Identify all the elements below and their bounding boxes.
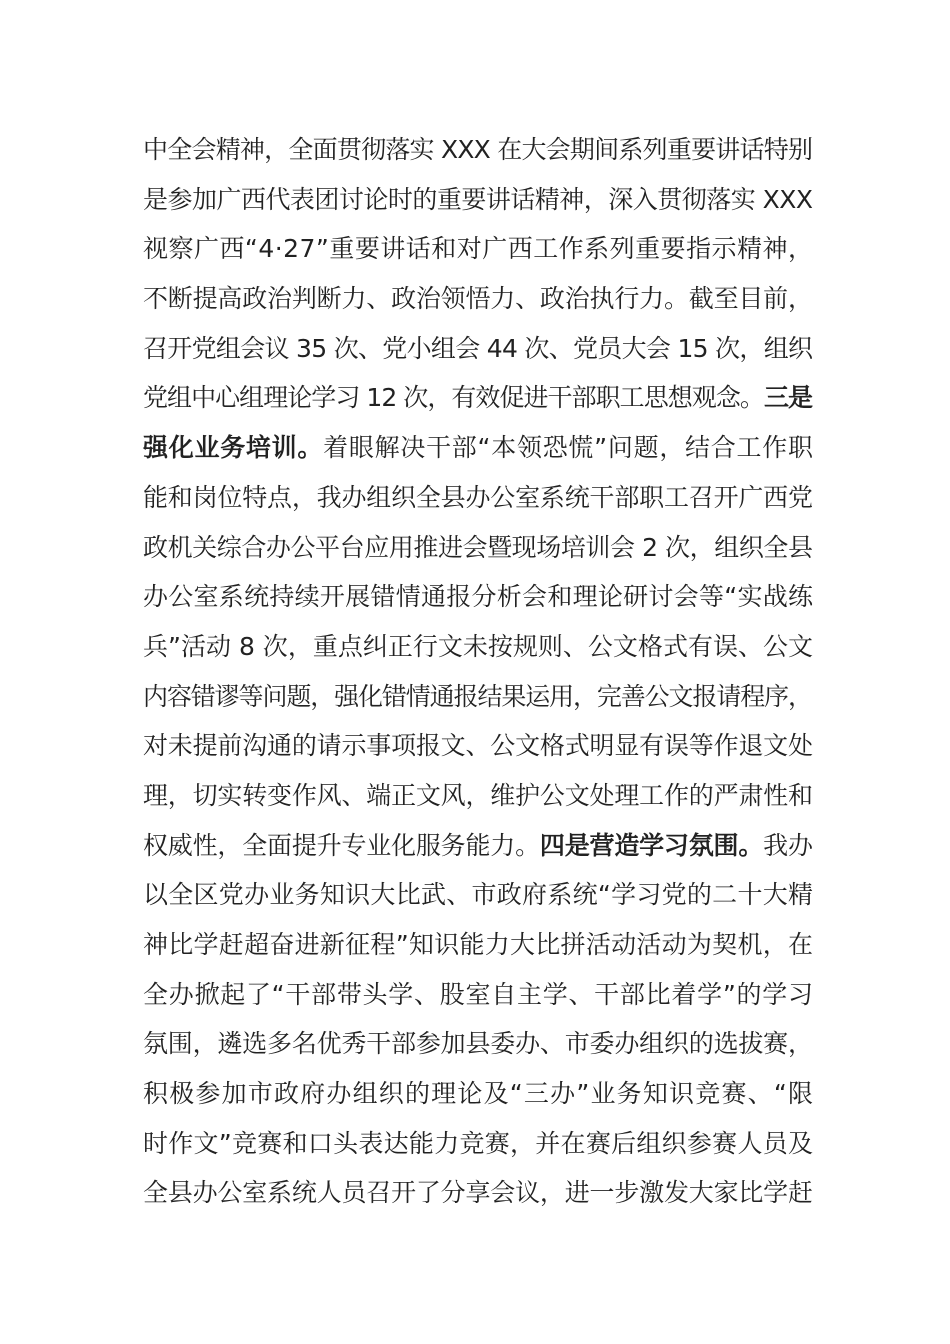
text-segment: 时作文”竞赛和口头表达能力竞赛，并在赛后组织参赛人员及 <box>143 1128 814 1158</box>
text-segment: 对未提前沟通的请示事项报文、公文格式明显有误等作退文处 <box>143 731 813 761</box>
text-line <box>143 721 813 771</box>
text-line <box>143 175 813 225</box>
text-segment: 兵”活动 8 次，重点纠正行文未按规则、公文格式有误、公文 <box>143 631 813 661</box>
text-line <box>143 1119 813 1169</box>
text-segment: 召开党组会议 35 次、党小组会 44 次、党员大会 15 次，组织 <box>143 333 813 363</box>
text-segment: 能和岗位特点，我办组织全县办公室系统干部职工召开广西党 <box>143 482 813 512</box>
body-text <box>143 125 813 1218</box>
text-segment: 内容错谬等问题，强化错情通报结果运用，完善公文报请程序， <box>143 681 812 711</box>
text-line <box>143 1019 813 1069</box>
text-segment: 视察广西“4·27”重要讲话和对广西工作系列重要指示精神， <box>143 234 814 264</box>
text-line <box>143 224 813 274</box>
section-heading: 四是营造学习氛围。 <box>539 830 764 860</box>
text-line <box>143 373 813 423</box>
text-line <box>143 672 813 722</box>
text-segment: 权威性，全面提升专业化服务能力。 <box>143 830 540 860</box>
section-heading: 强化业务培训。 <box>143 433 324 463</box>
text-line <box>143 920 813 970</box>
text-line <box>143 274 813 324</box>
text-line <box>143 572 813 622</box>
text-segment: 全办掀起了“干部带头学、股室自主学、干部比着学”的学习 <box>143 979 814 1009</box>
text-line <box>143 1069 813 1119</box>
section-heading: 三是 <box>763 383 813 413</box>
text-segment: 以全区党办业务知识大比武、市政府系统“学习党的二十大精 <box>143 880 814 910</box>
text-segment: 政机关综合办公平台应用推进会暨现场培训会 2 次，组织全县 <box>143 532 813 562</box>
text-line <box>143 523 813 573</box>
text-segment: 党组中心组理论学习 12 次，有效促进干部职工思想观念。 <box>143 383 764 413</box>
text-line <box>143 771 813 821</box>
text-line <box>143 622 813 672</box>
text-segment: 全县办公室系统人员召开了分享会议，进一步激发大家比学赶 <box>143 1178 813 1208</box>
text-segment: 神比学赶超奋进新征程”知识能力大比拼活动活动为契机，在 <box>143 930 814 959</box>
text-segment: 氛围，遴选多名优秀干部参加县委办、市委办组织的选拔赛， <box>143 1029 813 1059</box>
text-segment: 中全会精神，全面贯彻落实 XXX 在大会期间系列重要讲话特别 <box>143 135 813 164</box>
text-segment: 是参加广西代表团讨论时的重要讲话精神，深入贯彻落实 XXX <box>143 184 813 214</box>
text-line <box>143 125 813 175</box>
text-segment: 着眼解决干部“本领恐慌”问题，结合工作职 <box>323 433 814 463</box>
text-segment: 积极参加市政府办组织的理论及“三办”业务知识竞赛、“限 <box>143 1079 815 1109</box>
text-line <box>143 324 813 374</box>
text-line <box>143 870 813 920</box>
text-line <box>143 473 813 523</box>
text-segment: 理，切实转变作风、端正文风，维护公文处理工作的严肃性和 <box>143 780 813 810</box>
text-line <box>143 423 813 473</box>
text-line <box>143 970 813 1020</box>
text-segment: 办公室系统持续开展错情通报分析会和理论研讨会等“实战练 <box>143 582 814 612</box>
text-segment: 不断提高政治判断力、政治领悟力、政治执行力。截至目前， <box>143 284 813 314</box>
text-segment: 我办 <box>763 830 813 860</box>
text-line <box>143 1168 813 1218</box>
text-line <box>143 821 813 871</box>
